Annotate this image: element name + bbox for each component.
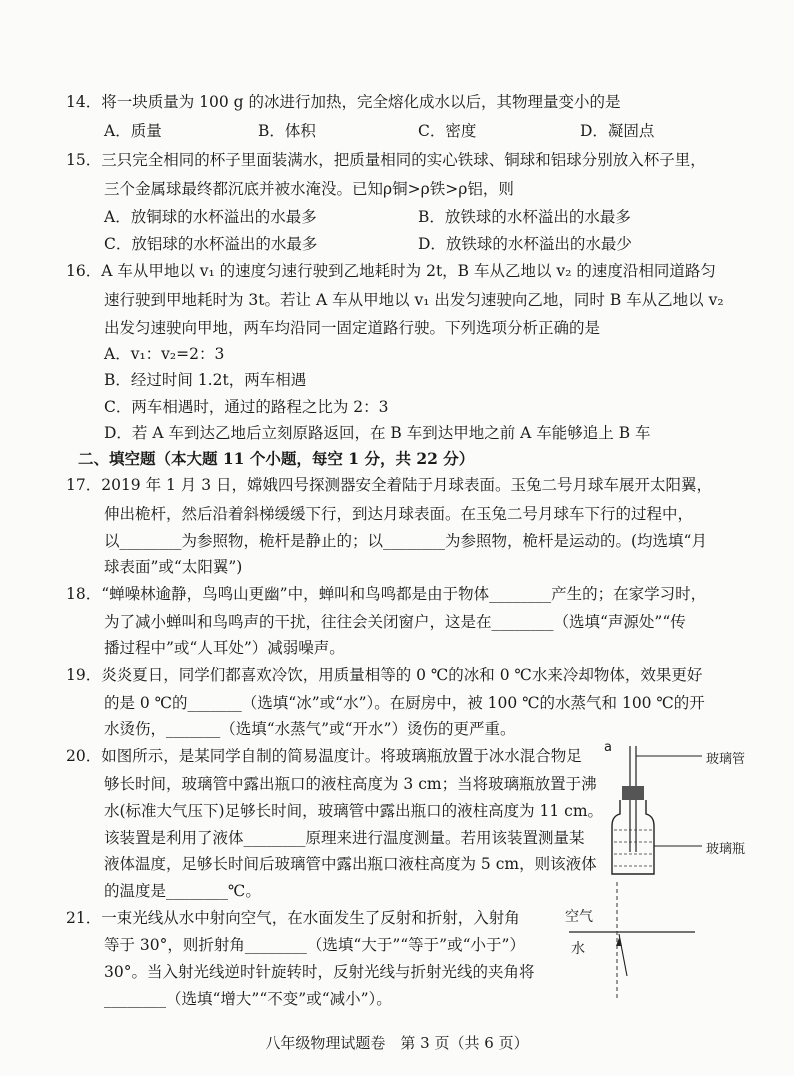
- bottle-diagram: [610, 742, 780, 882]
- q16-option-c: C．两车相遇时，通过的路程之比为 2：3: [104, 398, 389, 416]
- q15-option-c: C．放铝球的水杯溢出的水最多: [104, 235, 318, 253]
- q18-line-3: 播过程中”或“人耳处”）减弱噪声。: [104, 639, 345, 657]
- q21-line-1: 21．一束光线从水中射向空气，在水面发生了反射和折射，入射角: [66, 909, 520, 927]
- q20-line-2: 够长时间，玻璃管中露出瓶口的液柱高度为 3 cm；当将玻璃瓶放置于沸: [104, 775, 597, 793]
- q20-line-4: 该装置是利用了液体________原理来进行温度测量。若用该装置测量某: [104, 829, 585, 847]
- q15-stem-1: 15．三只完全相同的杯子里面装满水，把质量相同的实心铁球、铜球和铝球分别放入杯子里，: [66, 151, 706, 169]
- q16-stem-1: 16．A 车从甲地以 v₁ 的速度匀速行驶到乙地耗时为 2t，B 车从乙地以 v₂ 的速度沿相同道路匀: [66, 262, 716, 280]
- q17-line-3: 以________为参照物，桅杆是静止的；以________为参照物，桅杆是运动的。(均选填“月: [104, 532, 707, 550]
- glass-tube-label: 玻璃管: [706, 752, 746, 767]
- q15-option-d: D．放铁球的水杯溢出的水最少: [418, 235, 632, 253]
- refraction-diagram: [555, 880, 755, 1030]
- q16-option-b: B．经过时间 1.2t，两车相遇: [104, 371, 307, 389]
- q17-line-1: 17．2019 年 1 月 3 日，嫦娥四号探测器安全着陆于月球表面。玉兔二号月球车展开太阳翼，: [66, 476, 713, 494]
- q17-line-2: 伸出桅杆，然后沿着斜梯缓缓下行，到达月球表面。在玉兔二号月球车下行的过程中，: [104, 505, 694, 523]
- q19-line-2: 的是 0 ℃的_______（选填“冰”或“水”）。在厨房中，被 100 ℃的水蒸气和 100 ℃的开: [104, 694, 705, 712]
- q20-line-6: 的温度是________℃。: [104, 882, 261, 900]
- glass-bottle-label: 玻璃瓶: [706, 842, 746, 857]
- q16-stem-2: 速行驶到甲地耗时为 3t。若让 A 车从甲地以 v₁ 出发匀速驶向乙地，同时 B 车从乙地以 v₂: [104, 291, 724, 309]
- water-label: 水: [571, 941, 585, 957]
- q16-option-d: D．若 A 车到达乙地后立刻原路返回，在 B 车到达甲地之前 A 车能够追上 B 车: [104, 424, 651, 442]
- q16-option-a: A．v₁：v₂=2：3: [104, 345, 225, 363]
- q15-stem-2: 三个金属球最终都沉底并被水淹没。已知ρ铜>ρ铁>ρ铝，则: [104, 180, 514, 198]
- q14-option-c: C．密度: [418, 122, 477, 140]
- q14-option-b: B．体积: [258, 122, 316, 140]
- q17-line-4: 球表面”或“太阳翼”): [104, 558, 243, 576]
- thermometer-figure: [604, 740, 780, 882]
- q19-line-1: 19．炎炎夏日，同学们都喜欢冷饮，用质量相等的 0 ℃的冰和 0 ℃水来冷却物体，效果更好: [66, 666, 703, 684]
- q18-line-2: 为了减小蝉叫和鸟鸣声的干扰，往往会关闭窗户，这是在________（选填“声源处”“传: [104, 613, 686, 631]
- air-label: 空气: [565, 909, 593, 925]
- tube-a-label: a: [604, 740, 612, 755]
- section-heading: 二、填空题（本大题 11 个小题，每空 1 分，共 22 分）: [78, 449, 475, 468]
- q19-line-3: 水烫伤，_______（选填“水蒸气”或“开水”）烫伤的更严重。: [104, 720, 516, 738]
- q18-line-1: 18．“蝉噪林逾静，鸟鸣山更幽”中，蝉叫和鸟鸣都是由于物体________产生的；在家学习时，: [66, 585, 707, 603]
- q20-line-3: 水(标准大气压下)足够长时间，玻璃管中露出瓶口的液柱高度为 11 cm。: [104, 802, 604, 820]
- q14-option-d: D．凝固点: [580, 122, 655, 140]
- q16-stem-3: 出发匀速驶向甲地，两车均沿同一固定道路行驶。下列选项分析正确的是: [104, 319, 601, 337]
- q20-line-1: 20．如图所示，是某同学自制的简易温度计。将玻璃瓶放置于冰水混合物足: [66, 747, 582, 765]
- q14-stem: 14．将一块质量为 100 g 的冰进行加热，完全熔化成水以后，其物理量变小的是: [66, 93, 621, 111]
- q21-line-3: 30°。当入射光线逆时针旋转时，反射光线与折射光线的夹角将: [104, 963, 535, 981]
- incident-ray: [619, 934, 627, 976]
- q14-option-a: A．质量: [104, 122, 162, 140]
- q15-option-a: A．放铜球的水杯溢出的水最多: [104, 208, 317, 226]
- q21-line-4: ________（选填“增大”“不变”或“减小”）。: [104, 990, 392, 1008]
- q21-line-2: 等于 30°，则折射角________（选填“大于”“等于”或“小于”）: [104, 936, 525, 954]
- q20-line-5: 液体温度，足够长时间后玻璃管中露出瓶口液柱高度为 5 cm，则该液体: [104, 855, 597, 873]
- refraction-figure: [555, 880, 755, 1030]
- q15-option-b: B．放铁球的水杯溢出的水最多: [418, 208, 631, 226]
- page-footer: 八年级物理试题卷 第 3 页（共 6 页）: [265, 1034, 529, 1052]
